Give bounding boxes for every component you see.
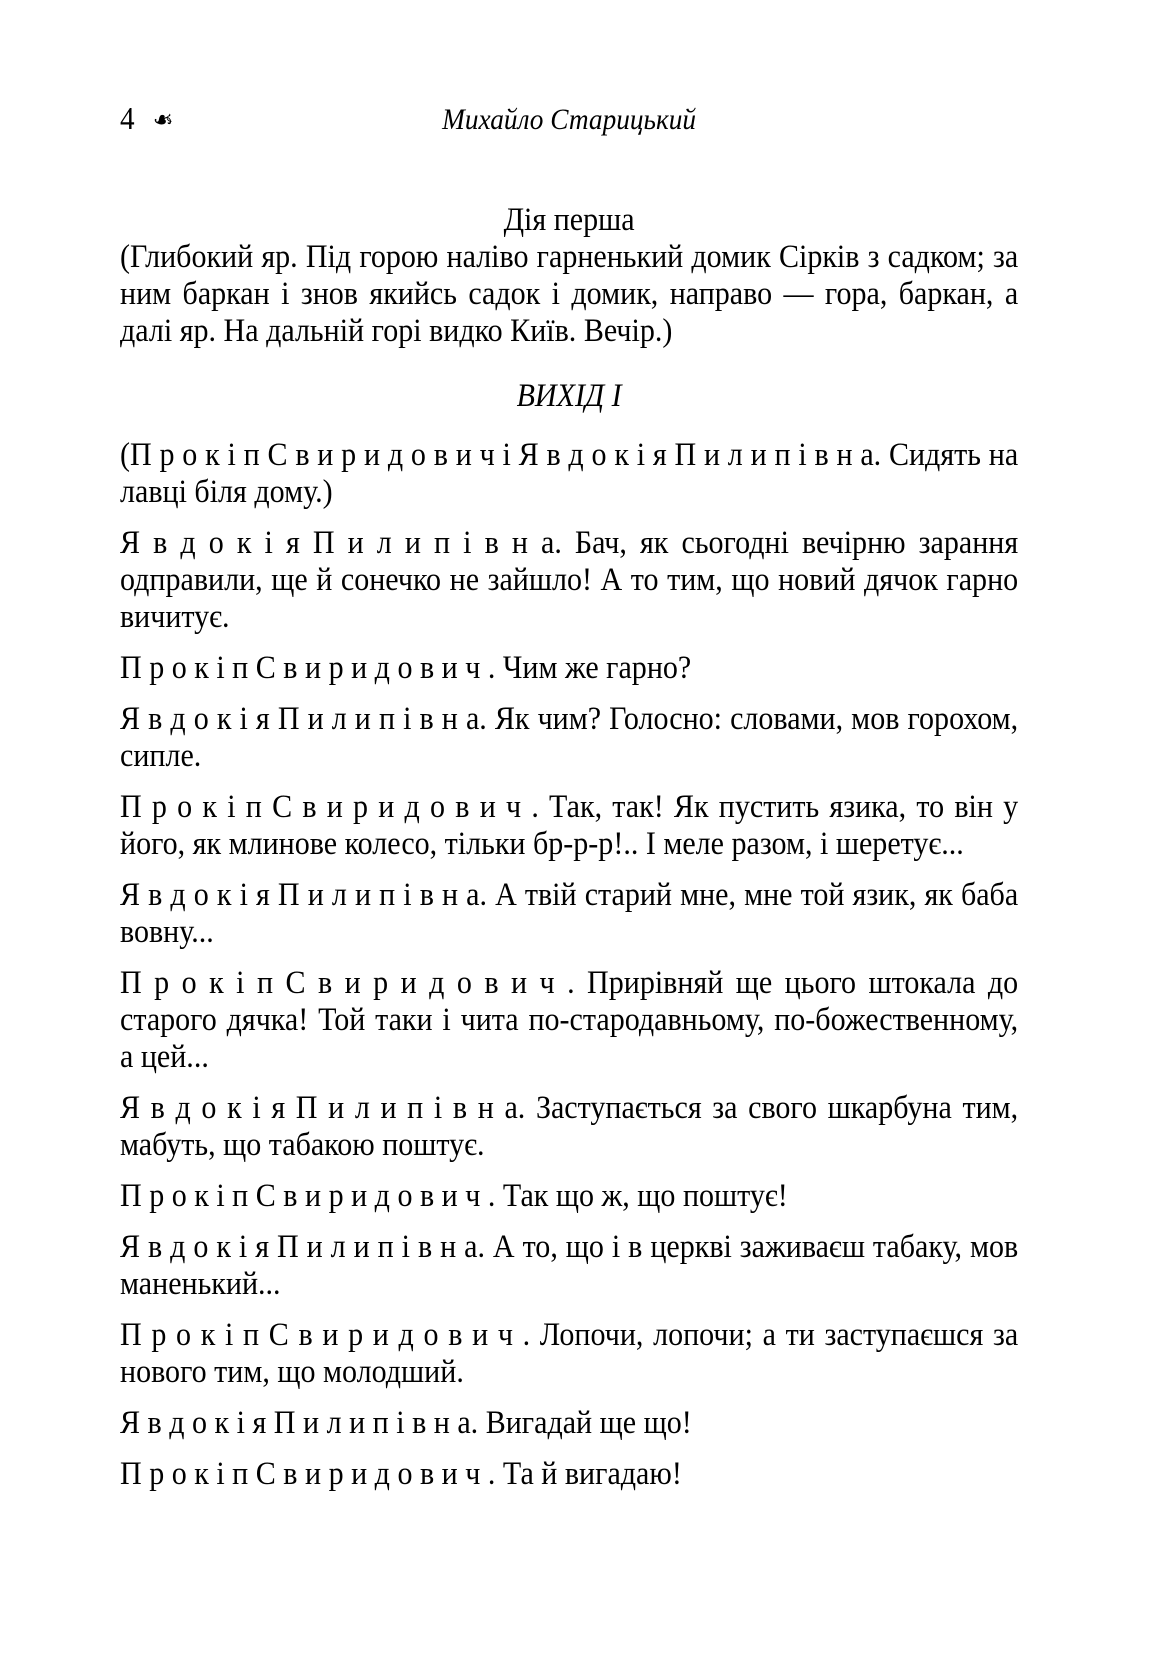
dialogue-text: Лопочи, лопочи; а ти заступаєшся за нового тим, що молодший. <box>120 1317 1019 1390</box>
dialogue-text: Як чим? Голосно: словами, мов горохом, сипле. <box>120 701 1019 774</box>
scene-stage-direction: (П р о к і п С в и р и д о в и ч і Я в д о к і я П и л и п і в н а. Сидять на лавці біля дому.) <box>120 437 1019 510</box>
dialogue-paragraph <box>120 650 1018 687</box>
speaker-name: П р о к і п С в и р и д о в и ч . <box>120 789 539 825</box>
dialogue-paragraph <box>120 965 1018 1076</box>
dialogue-text: Так, так! Як пустить язика, то він у його, як млинове колесо, тільки бр-р-р!.. І меле разом, і шеретує... <box>120 789 1019 862</box>
speaker-name: Я в д о к і я П и л и п і в н а. <box>120 525 562 561</box>
dialogue-paragraph <box>120 525 1018 636</box>
dialogue-paragraph <box>120 701 1018 775</box>
scene-heading: ВИХІД І <box>516 378 622 414</box>
dialogue-text: Вигадай ще що! <box>478 1405 692 1441</box>
dialogue-text: Заступається за свого шкарбуна тим, мабуть, що табакою поштує. <box>120 1090 1019 1163</box>
dialogue-paragraph <box>120 1178 1018 1215</box>
running-title: Михайло Старицький <box>442 103 697 136</box>
speaker-name: Я в д о к і я П и л и п і в н а. <box>120 1405 479 1441</box>
dialogue-paragraph <box>120 1090 1018 1164</box>
speaker-name: П р о к і п С в и р и д о в и ч . <box>120 1178 496 1214</box>
speaker-name: П р о к і п С в и р и д о в и ч . <box>120 650 496 686</box>
dialogue-text: Бач, як сьогодні вечірню зарання одправили, ще й сонечко не зайшло! А то тим, що новий дячок гарно вичитує. <box>120 525 1019 635</box>
dialogue-text: А то, що і в церкві заживаєш табаку, мов маненький... <box>120 1229 1019 1302</box>
act-title: Дія перша <box>503 202 635 238</box>
opening-stage-direction: (Глибокий яр. Під горою наліво гарненький домик Сірків з садком; за ним баркан і знов якийсь садок і домик, направо — гора, баркан, а далі яр. На дальній горі видко Київ. Вечір.) <box>120 239 1019 349</box>
fleuron-ornament-icon: ❧ <box>152 105 173 136</box>
dialogue-paragraph <box>120 877 1018 951</box>
dialogue-paragraph <box>120 789 1018 863</box>
dialogue-text: Чим же гарно? <box>495 650 692 686</box>
dialogue-paragraph <box>120 1317 1018 1391</box>
dialogue-paragraph <box>120 1405 1018 1442</box>
dialogue-text: Так що ж, що поштує! <box>495 1178 788 1214</box>
header-left <box>120 100 173 139</box>
speaker-name: Я в д о к і я П и л и п і в н а. <box>120 1090 526 1126</box>
speaker-name: Я в д о к і я П и л и п і в н а. <box>120 1229 485 1265</box>
speaker-name: П р о к і п С в и р и д о в и ч . <box>120 965 575 1001</box>
speaker-name: П р о к і п С в и р и д о в и ч . <box>120 1317 531 1353</box>
dialogue-text: А твій старий мне, мне той язик, як баба вовну... <box>120 877 1019 950</box>
speaker-name: П р о к і п С в и р и д о в и ч . <box>120 1456 496 1492</box>
page-number: 4 <box>120 100 135 136</box>
running-header <box>120 100 1018 136</box>
speaker-name: Я в д о к і я П и л и п і в н а. <box>120 701 487 737</box>
dialogue-paragraph <box>120 1229 1018 1303</box>
dialogue-text: Прирівняй ще цього штокала до старого дячка! Той таки і чита по-стародавньому, по-божественному, а цей... <box>120 965 1019 1075</box>
dialogue-text: Та й вигадаю! <box>495 1456 682 1492</box>
dialogue-paragraph <box>120 1456 1018 1493</box>
page-content <box>120 0 1018 1493</box>
dialogue-list <box>120 525 1018 1493</box>
speaker-name: Я в д о к і я П и л и п і в н а. <box>120 877 488 913</box>
